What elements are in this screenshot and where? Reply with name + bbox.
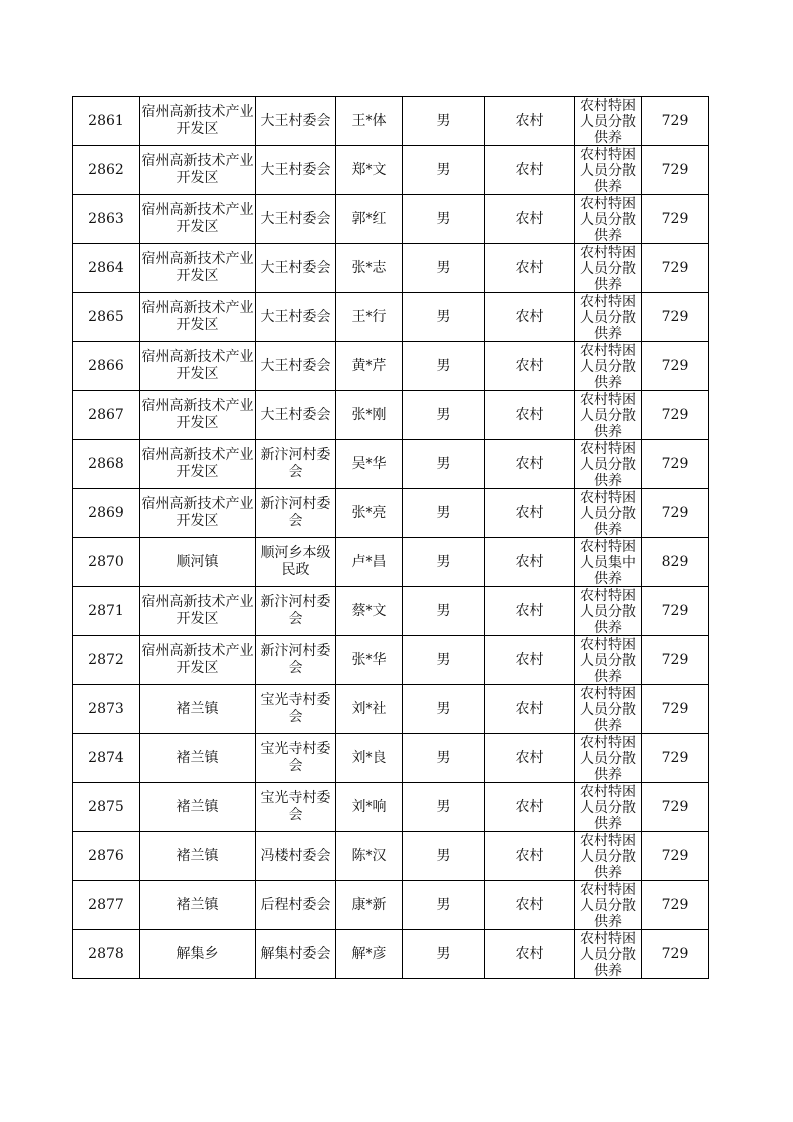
residence-type-cell: 农村 [485, 440, 575, 489]
amount-cell: 829 [642, 538, 709, 587]
support-category-cell [575, 391, 642, 440]
residence-type-cell: 农村 [485, 391, 575, 440]
support-category-text: 农村特困人员分散供养 [580, 882, 636, 929]
amount-cell: 729 [642, 930, 709, 979]
support-category-cell [575, 440, 642, 489]
gender-cell: 男 [403, 832, 485, 881]
amount-cell: 729 [642, 489, 709, 538]
table-row [73, 97, 709, 146]
gender-cell: 男 [403, 342, 485, 391]
support-category-cell [575, 97, 642, 146]
village-committee-cell: 新汴河村委会 [256, 636, 336, 685]
village-committee-cell: 顺河乡本级民政 [256, 538, 336, 587]
person-name-cell: 蔡*文 [336, 587, 403, 636]
support-category-text: 农村特困人员分散供养 [580, 98, 636, 145]
gender-cell: 男 [403, 734, 485, 783]
gender-cell: 男 [403, 293, 485, 342]
district-cell: 宿州高新技术产业开发区 [140, 97, 256, 146]
amount-cell: 729 [642, 783, 709, 832]
table-row [73, 832, 709, 881]
village-committee-cell: 宝光寺村委会 [256, 734, 336, 783]
serial-number-cell: 2866 [73, 342, 140, 391]
gender-cell: 男 [403, 783, 485, 832]
village-committee-cell: 新汴河村委会 [256, 489, 336, 538]
person-name-cell: 黄*芹 [336, 342, 403, 391]
village-committee-cell: 大王村委会 [256, 293, 336, 342]
residence-type-cell: 农村 [485, 342, 575, 391]
amount-cell: 729 [642, 832, 709, 881]
amount-cell: 729 [642, 342, 709, 391]
person-name-cell: 卢*昌 [336, 538, 403, 587]
person-name-cell: 刘*响 [336, 783, 403, 832]
table-row [73, 195, 709, 244]
support-category-cell [575, 685, 642, 734]
table-row [73, 538, 709, 587]
serial-number-cell: 2862 [73, 146, 140, 195]
support-category-text: 农村特困人员分散供养 [580, 147, 636, 194]
table-row [73, 391, 709, 440]
village-committee-cell: 大王村委会 [256, 342, 336, 391]
residence-type-cell: 农村 [485, 538, 575, 587]
serial-number-cell: 2868 [73, 440, 140, 489]
support-category-text: 农村特困人员分散供养 [580, 931, 636, 978]
amount-cell: 729 [642, 636, 709, 685]
village-committee-cell: 大王村委会 [256, 195, 336, 244]
support-category-cell [575, 342, 642, 391]
table-row [73, 293, 709, 342]
residence-type-cell: 农村 [485, 734, 575, 783]
gender-cell: 男 [403, 146, 485, 195]
district-cell: 宿州高新技术产业开发区 [140, 636, 256, 685]
gender-cell: 男 [403, 881, 485, 930]
district-cell: 解集乡 [140, 930, 256, 979]
residence-type-cell: 农村 [485, 832, 575, 881]
support-category-text: 农村特困人员分散供养 [580, 343, 636, 390]
amount-cell: 729 [642, 685, 709, 734]
support-category-cell [575, 832, 642, 881]
support-category-text: 农村特困人员分散供养 [580, 196, 636, 243]
amount-cell: 729 [642, 97, 709, 146]
person-name-cell: 陈*汉 [336, 832, 403, 881]
person-name-cell: 刘*社 [336, 685, 403, 734]
table-row [73, 244, 709, 293]
support-category-cell [575, 195, 642, 244]
district-cell: 宿州高新技术产业开发区 [140, 440, 256, 489]
district-cell: 宿州高新技术产业开发区 [140, 146, 256, 195]
residence-type-cell: 农村 [485, 244, 575, 293]
residence-type-cell: 农村 [485, 881, 575, 930]
amount-cell: 729 [642, 440, 709, 489]
support-category-cell [575, 146, 642, 195]
village-committee-cell: 大王村委会 [256, 146, 336, 195]
village-committee-cell: 宝光寺村委会 [256, 685, 336, 734]
support-category-text: 农村特困人员分散供养 [580, 392, 636, 439]
serial-number-cell: 2869 [73, 489, 140, 538]
support-category-text: 农村特困人员集中供养 [580, 539, 636, 586]
support-category-text: 农村特困人员分散供养 [580, 784, 636, 831]
person-name-cell: 康*新 [336, 881, 403, 930]
amount-cell: 729 [642, 587, 709, 636]
support-category-text: 农村特困人员分散供养 [580, 637, 636, 684]
table-row [73, 342, 709, 391]
support-category-cell [575, 930, 642, 979]
village-committee-cell: 大王村委会 [256, 391, 336, 440]
support-category-cell [575, 783, 642, 832]
village-committee-cell: 后程村委会 [256, 881, 336, 930]
serial-number-cell: 2871 [73, 587, 140, 636]
gender-cell: 男 [403, 391, 485, 440]
serial-number-cell: 2863 [73, 195, 140, 244]
support-category-text: 农村特困人员分散供养 [580, 490, 636, 537]
village-committee-cell: 冯楼村委会 [256, 832, 336, 881]
serial-number-cell: 2864 [73, 244, 140, 293]
serial-number-cell: 2878 [73, 930, 140, 979]
support-category-text: 农村特困人员分散供养 [580, 441, 636, 488]
support-category-text: 农村特困人员分散供养 [580, 735, 636, 782]
table-row [73, 881, 709, 930]
district-cell: 顺河镇 [140, 538, 256, 587]
serial-number-cell: 2870 [73, 538, 140, 587]
serial-number-cell: 2875 [73, 783, 140, 832]
district-cell: 宿州高新技术产业开发区 [140, 342, 256, 391]
table-row [73, 685, 709, 734]
support-category-cell [575, 587, 642, 636]
district-cell: 褚兰镇 [140, 783, 256, 832]
person-name-cell: 王*行 [336, 293, 403, 342]
district-cell: 褚兰镇 [140, 881, 256, 930]
amount-cell: 729 [642, 293, 709, 342]
village-committee-cell: 宝光寺村委会 [256, 783, 336, 832]
amount-cell: 729 [642, 146, 709, 195]
serial-number-cell: 2873 [73, 685, 140, 734]
village-committee-cell: 新汴河村委会 [256, 440, 336, 489]
district-cell: 褚兰镇 [140, 734, 256, 783]
residence-type-cell: 农村 [485, 783, 575, 832]
gender-cell: 男 [403, 538, 485, 587]
amount-cell: 729 [642, 244, 709, 293]
district-cell: 宿州高新技术产业开发区 [140, 587, 256, 636]
table-row [73, 146, 709, 195]
village-committee-cell: 解集村委会 [256, 930, 336, 979]
amount-cell: 729 [642, 391, 709, 440]
support-category-cell [575, 636, 642, 685]
table-body [73, 97, 709, 979]
village-committee-cell: 大王村委会 [256, 97, 336, 146]
village-committee-cell: 大王村委会 [256, 244, 336, 293]
serial-number-cell: 2877 [73, 881, 140, 930]
table-row [73, 587, 709, 636]
person-name-cell: 张*刚 [336, 391, 403, 440]
table-row [73, 489, 709, 538]
person-name-cell: 吴*华 [336, 440, 403, 489]
residence-type-cell: 农村 [485, 685, 575, 734]
gender-cell: 男 [403, 489, 485, 538]
serial-number-cell: 2876 [73, 832, 140, 881]
gender-cell: 男 [403, 636, 485, 685]
residence-type-cell: 农村 [485, 195, 575, 244]
gender-cell: 男 [403, 440, 485, 489]
table-row [73, 440, 709, 489]
table-row [73, 930, 709, 979]
district-cell: 宿州高新技术产业开发区 [140, 293, 256, 342]
serial-number-cell: 2872 [73, 636, 140, 685]
residence-type-cell: 农村 [485, 636, 575, 685]
residence-type-cell: 农村 [485, 587, 575, 636]
amount-cell: 729 [642, 734, 709, 783]
support-category-text: 农村特困人员分散供养 [580, 588, 636, 635]
support-category-cell [575, 734, 642, 783]
village-committee-cell: 新汴河村委会 [256, 587, 336, 636]
residence-type-cell: 农村 [485, 97, 575, 146]
support-category-text: 农村特困人员分散供养 [580, 686, 636, 733]
person-name-cell: 郑*文 [336, 146, 403, 195]
person-name-cell: 郭*红 [336, 195, 403, 244]
gender-cell: 男 [403, 685, 485, 734]
support-category-cell [575, 538, 642, 587]
support-category-cell [575, 293, 642, 342]
gender-cell: 男 [403, 195, 485, 244]
table-row [73, 734, 709, 783]
district-cell: 褚兰镇 [140, 685, 256, 734]
serial-number-cell: 2867 [73, 391, 140, 440]
table-row [73, 636, 709, 685]
residence-type-cell: 农村 [485, 293, 575, 342]
residence-type-cell: 农村 [485, 930, 575, 979]
district-cell: 宿州高新技术产业开发区 [140, 489, 256, 538]
serial-number-cell: 2861 [73, 97, 140, 146]
district-cell: 宿州高新技术产业开发区 [140, 244, 256, 293]
amount-cell: 729 [642, 195, 709, 244]
person-name-cell: 解*彦 [336, 930, 403, 979]
support-category-cell [575, 244, 642, 293]
person-name-cell: 张*亮 [336, 489, 403, 538]
support-category-text: 农村特困人员分散供养 [580, 294, 636, 341]
support-category-text: 农村特困人员分散供养 [580, 833, 636, 880]
residence-type-cell: 农村 [485, 146, 575, 195]
person-name-cell: 刘*良 [336, 734, 403, 783]
gender-cell: 男 [403, 244, 485, 293]
support-category-cell [575, 881, 642, 930]
district-cell: 宿州高新技术产业开发区 [140, 195, 256, 244]
table-row [73, 783, 709, 832]
person-name-cell: 王*体 [336, 97, 403, 146]
beneficiary-table [72, 96, 709, 979]
support-category-text: 农村特困人员分散供养 [580, 245, 636, 292]
support-category-cell [575, 489, 642, 538]
person-name-cell: 张*志 [336, 244, 403, 293]
serial-number-cell: 2865 [73, 293, 140, 342]
residence-type-cell: 农村 [485, 489, 575, 538]
gender-cell: 男 [403, 930, 485, 979]
gender-cell: 男 [403, 587, 485, 636]
district-cell: 褚兰镇 [140, 832, 256, 881]
person-name-cell: 张*华 [336, 636, 403, 685]
amount-cell: 729 [642, 881, 709, 930]
serial-number-cell: 2874 [73, 734, 140, 783]
district-cell: 宿州高新技术产业开发区 [140, 391, 256, 440]
gender-cell: 男 [403, 97, 485, 146]
